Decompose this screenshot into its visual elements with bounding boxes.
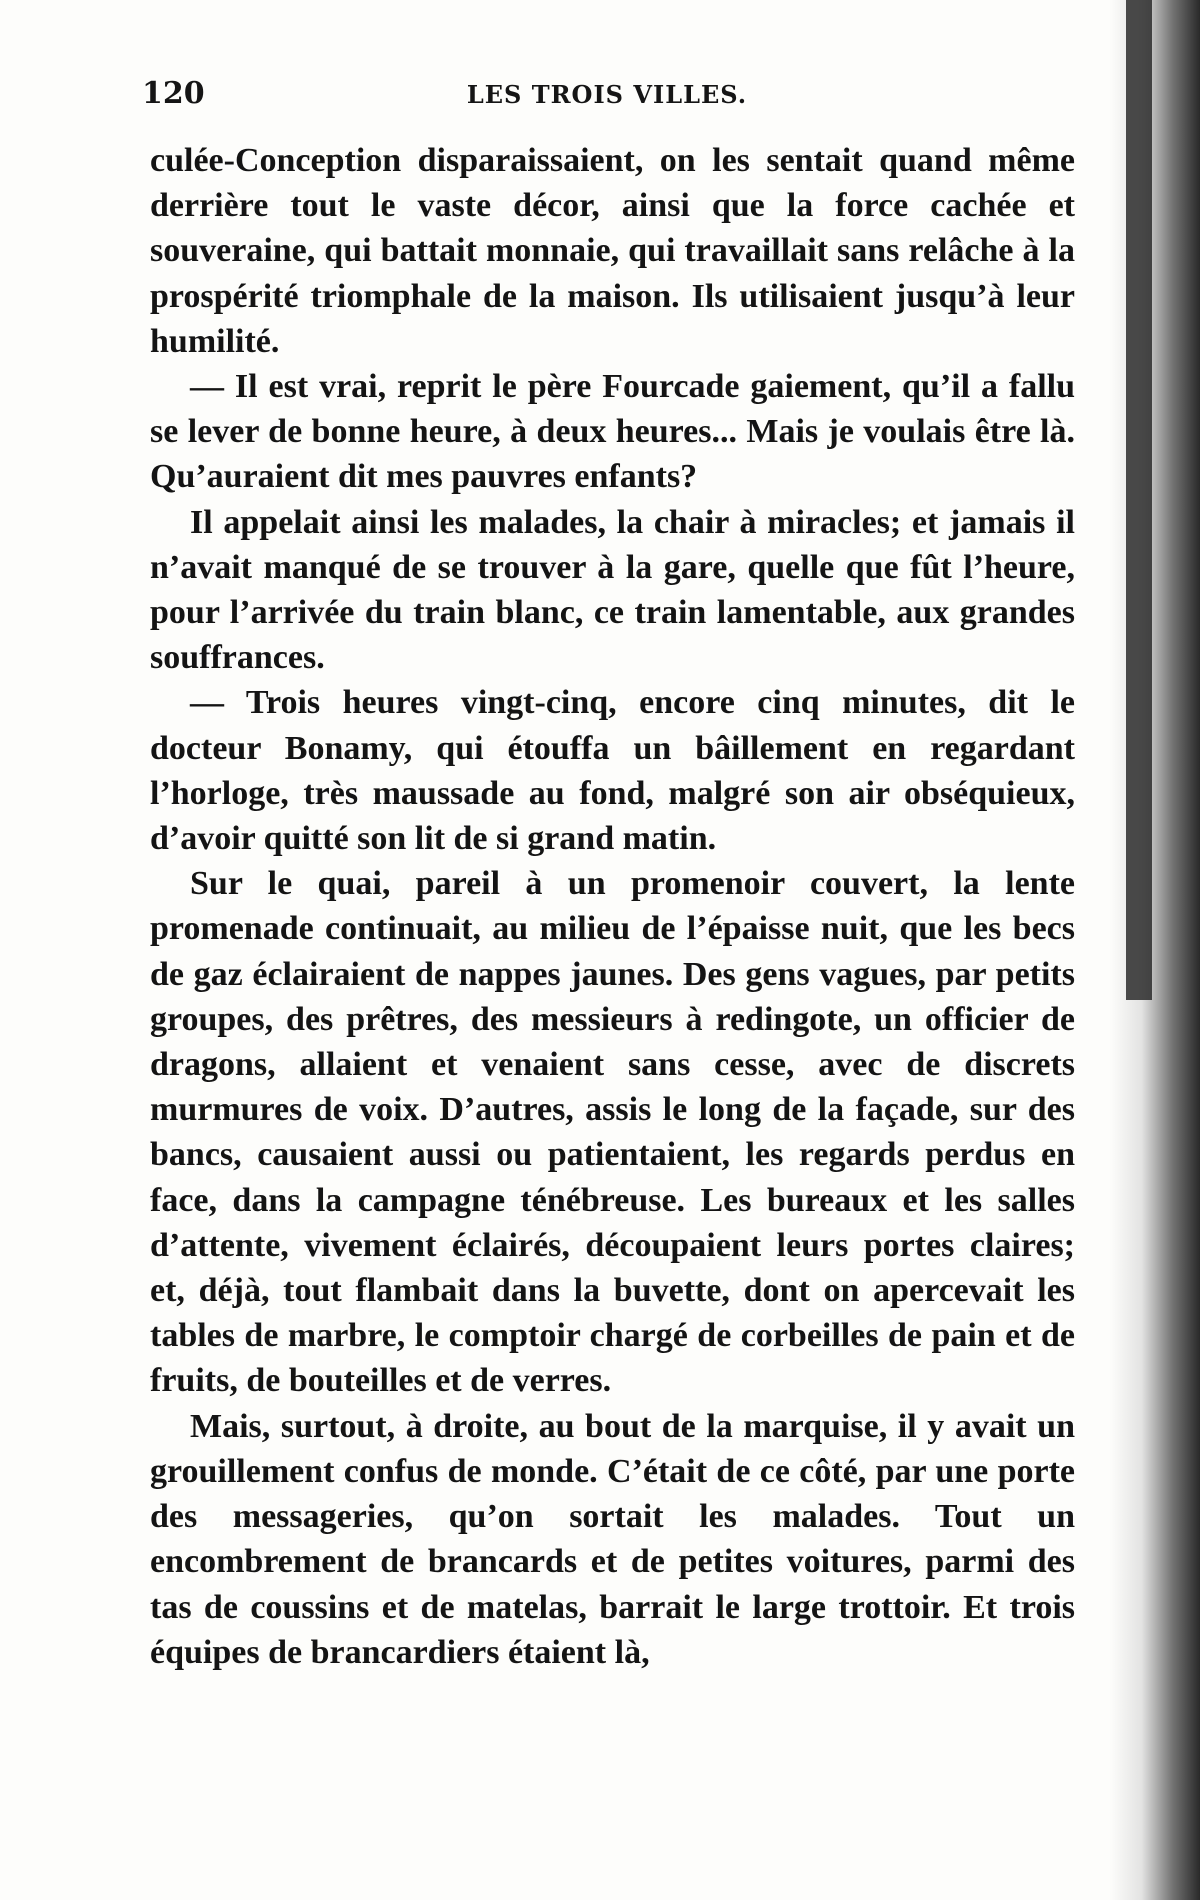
paragraph: Il appelait ainsi les malades, la chair à miracles; et jamais il n’avait manqué de se trouver à la gare, quelle que fût l’heure, pour l’arrivée du train blanc, ce train lamentable, aux grandes souffrances. [150, 503, 1075, 677]
paragraph: — Trois heures vingt-cinq, encore cinq minutes, dit le docteur Bonamy, qui étouffa un bâillement en regardant l’horloge, très maussade au fond, malgré son air obséquieux, d’avoir quitté son lit de si grand matin. [150, 684, 1075, 858]
paragraph: Mais, surtout, à droite, au bout de la marquise, il y avait un grouillement confus de monde. C’était de ce côté, par une porte des messageries, qu’on sortait les malades. Tout un encombrement de brancards et de petites voitures, parmi des tas de coussins et de matelas, barrait le large trottoir. Et trois équipes de brancardiers étaient là, [150, 1407, 1075, 1671]
running-title: LES TROIS VILLES. [466, 80, 748, 109]
binding-shadow [1110, 0, 1200, 1900]
page-number: 120 [142, 76, 205, 111]
paragraph: — Il est vrai, reprit le père Fourcade gaiement, qu’il a fallu se lever de bonne heure, à deux heures... Mais je voulais être là. Qu’auraient dit mes pauvres enfants? [150, 368, 1075, 496]
body-text [150, 138, 1075, 1675]
paragraph: culée-Conception disparaissaient, on les sentait quand même derrière tout le vaste décor, ainsi que la force cachée et souveraine, qui battait monnaie, qui travaillait sans relâche à la prospérité triomphale de la maison. Ils utilisaient jusqu’à leur humilité. [150, 142, 1075, 360]
page-header [142, 76, 1072, 120]
binding-strip [1126, 0, 1152, 1000]
paragraph: Sur le quai, pareil à un promenoir couvert, la lente promenade continuait, au milieu de l’épaisse nuit, que les becs de gaz éclairaient de nappes jaunes. Des gens vagues, par petits groupes, des prêtres, des messieurs à redingote, un officier de dragons, allaient et venaient sans cesse, avec de discrets murmures de voix. D’autres, assis le long de la façade, sur des bancs, causaient aussi ou patientaient, les regards perdus en face, dans la campagne ténébreuse. Les bureaux et les salles d’attente, vivement éclairés, découpaient leurs portes claires; et, déjà, tout flambait dans la buvette, dont on apercevait les tables de marbre, le comptoir chargé de corbeilles de pain et de fruits, de bouteilles et de verres. [150, 865, 1075, 1400]
